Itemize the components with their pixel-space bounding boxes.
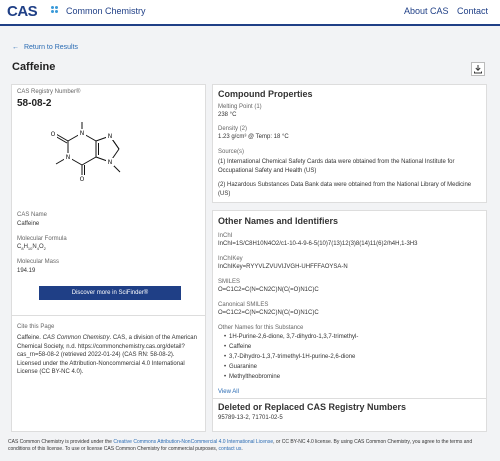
citation-text: Caffeine. CAS Common Chemistry. CAS, a division of the American Chemical Society, n.d. https://commonchemistry.cas.org/detail?cas_rn=58-08-2 (retrieved 2022-01-24) (CAS RN: 58-08-2). Licensed under the Attribution-Noncommercial 4.0 International License (CC BY-NC 4.0). <box>17 335 197 375</box>
atom-n9: N <box>107 133 113 140</box>
card-divider <box>12 315 205 316</box>
atom-n3: N <box>65 154 71 161</box>
registry-number-label: CAS Registry Number® <box>17 89 81 95</box>
density-label: Density (2) <box>218 126 248 132</box>
download-button[interactable] <box>471 62 485 76</box>
return-to-results-link[interactable]: ← Return to Results <box>12 44 79 51</box>
atom-o-carbonyl-upper: O <box>50 131 56 138</box>
list-item: • Methyltheobromine <box>229 374 280 380</box>
density-value: 1.23 g/cm³ @ Temp: 18 °C <box>218 134 289 140</box>
footer-license-text: CAS Common Chemistry is provided under the Creative Commons Attribution-NonCommercial 4.0 International License, or CC BY-NC 4.0 license. By using CAS Common Chemistry, you agree to the terms and conditions of this license. To use or license CAS Common Chemistry for commercial purposes, contact us. <box>8 439 473 452</box>
nav-contact[interactable]: Contact <box>457 6 489 16</box>
molecular-mass: 194.19 <box>17 268 36 274</box>
card-divider <box>213 398 486 399</box>
cas-name-label: CAS Name <box>17 212 48 218</box>
melting-point-value: 238 °C <box>218 112 237 118</box>
smiles-value: O=C1C2=C(N=CN2C)N(C(=O)N1C)C <box>218 287 319 293</box>
atom-n1: N <box>79 130 85 137</box>
list-item: • 1H-Purine-2,6-dione, 3,7-dihydro-1,3,7-trimethyl- <box>229 334 358 340</box>
deleted-replaced-title: Deleted or Replaced CAS Registry Numbers <box>218 402 407 412</box>
cas-name: Caffeine <box>17 221 40 227</box>
deleted-replaced-value: 95789-13-2, 71701-02-5 <box>218 415 283 421</box>
molecular-formula: $C_8H_{10}N_4O_2$ <box>17 244 46 252</box>
other-names-label: Other Names for this Substance <box>218 325 304 331</box>
atom-n7: N <box>107 159 113 166</box>
cas-logo-dots-icon <box>51 6 59 14</box>
list-item: • Caffeine <box>229 344 251 350</box>
download-icon <box>472 63 484 75</box>
arrow-left-icon: ← <box>12 44 19 51</box>
molecular-formula-label: Molecular Formula <box>17 236 67 242</box>
sources-label: Source(s) <box>218 149 245 155</box>
site-header <box>0 0 500 26</box>
melting-point-label: Melting Point (1) <box>218 104 262 110</box>
smiles-label: SMILES <box>218 279 241 285</box>
discover-scifinder-button[interactable]: Discover more in SciFinder® <box>39 286 181 300</box>
inchi-label: InChI <box>218 233 233 239</box>
contact-us-link[interactable]: contact us <box>218 446 242 452</box>
inchi-value: InChI=1S/C8H10N4O2/c1-10-4-9-6-5(10)7(13)12(3)8(14)11(6)2/h4H,1-3H3 <box>218 241 418 247</box>
brand-name[interactable]: Common Chemistry <box>66 6 146 16</box>
cite-title: Cite this Page <box>17 324 55 330</box>
cas-logo[interactable]: CAS <box>7 3 38 20</box>
atom-o-carbonyl-lower: O <box>79 176 85 183</box>
view-all-link[interactable]: View All <box>218 389 239 395</box>
license-link[interactable]: Creative Commons Attribution-NonCommercial 4.0 International License <box>113 439 274 445</box>
source-1: (1) International Chemical Safety Cards data were obtained from the National Institute for Occupational Safety and Health (US) <box>218 159 455 174</box>
compound-properties-title: Compound Properties <box>218 89 313 99</box>
molecular-mass-label: Molecular Mass <box>17 259 60 265</box>
canonical-smiles-label: Canonical SMILES <box>218 302 269 308</box>
inchikey-label: InChIKey <box>218 256 243 262</box>
list-item: • 3,7-Dihydro-1,3,7-trimethyl-1H-purine-2,6-dione <box>229 354 355 360</box>
page-title: Caffeine <box>12 61 56 73</box>
caffeine-structure-diagram <box>22 115 192 205</box>
registry-number: 58-08-2 <box>17 98 52 109</box>
identifiers-title: Other Names and Identifiers <box>218 216 339 226</box>
canonical-smiles-value: O=C1C2=C(N=CN2C)N(C(=O)N1C)C <box>218 310 319 316</box>
list-item: • Guaranine <box>229 364 257 370</box>
inchikey-value: InChIKey=RYYVLZVUVIJVGH-UHFFFAOYSA-N <box>218 264 348 270</box>
nav-about-cas[interactable]: About CAS <box>404 6 449 16</box>
source-2: (2) Hazardous Substances Data Bank data were obtained from the National Library of Medicine (US) <box>218 182 472 197</box>
